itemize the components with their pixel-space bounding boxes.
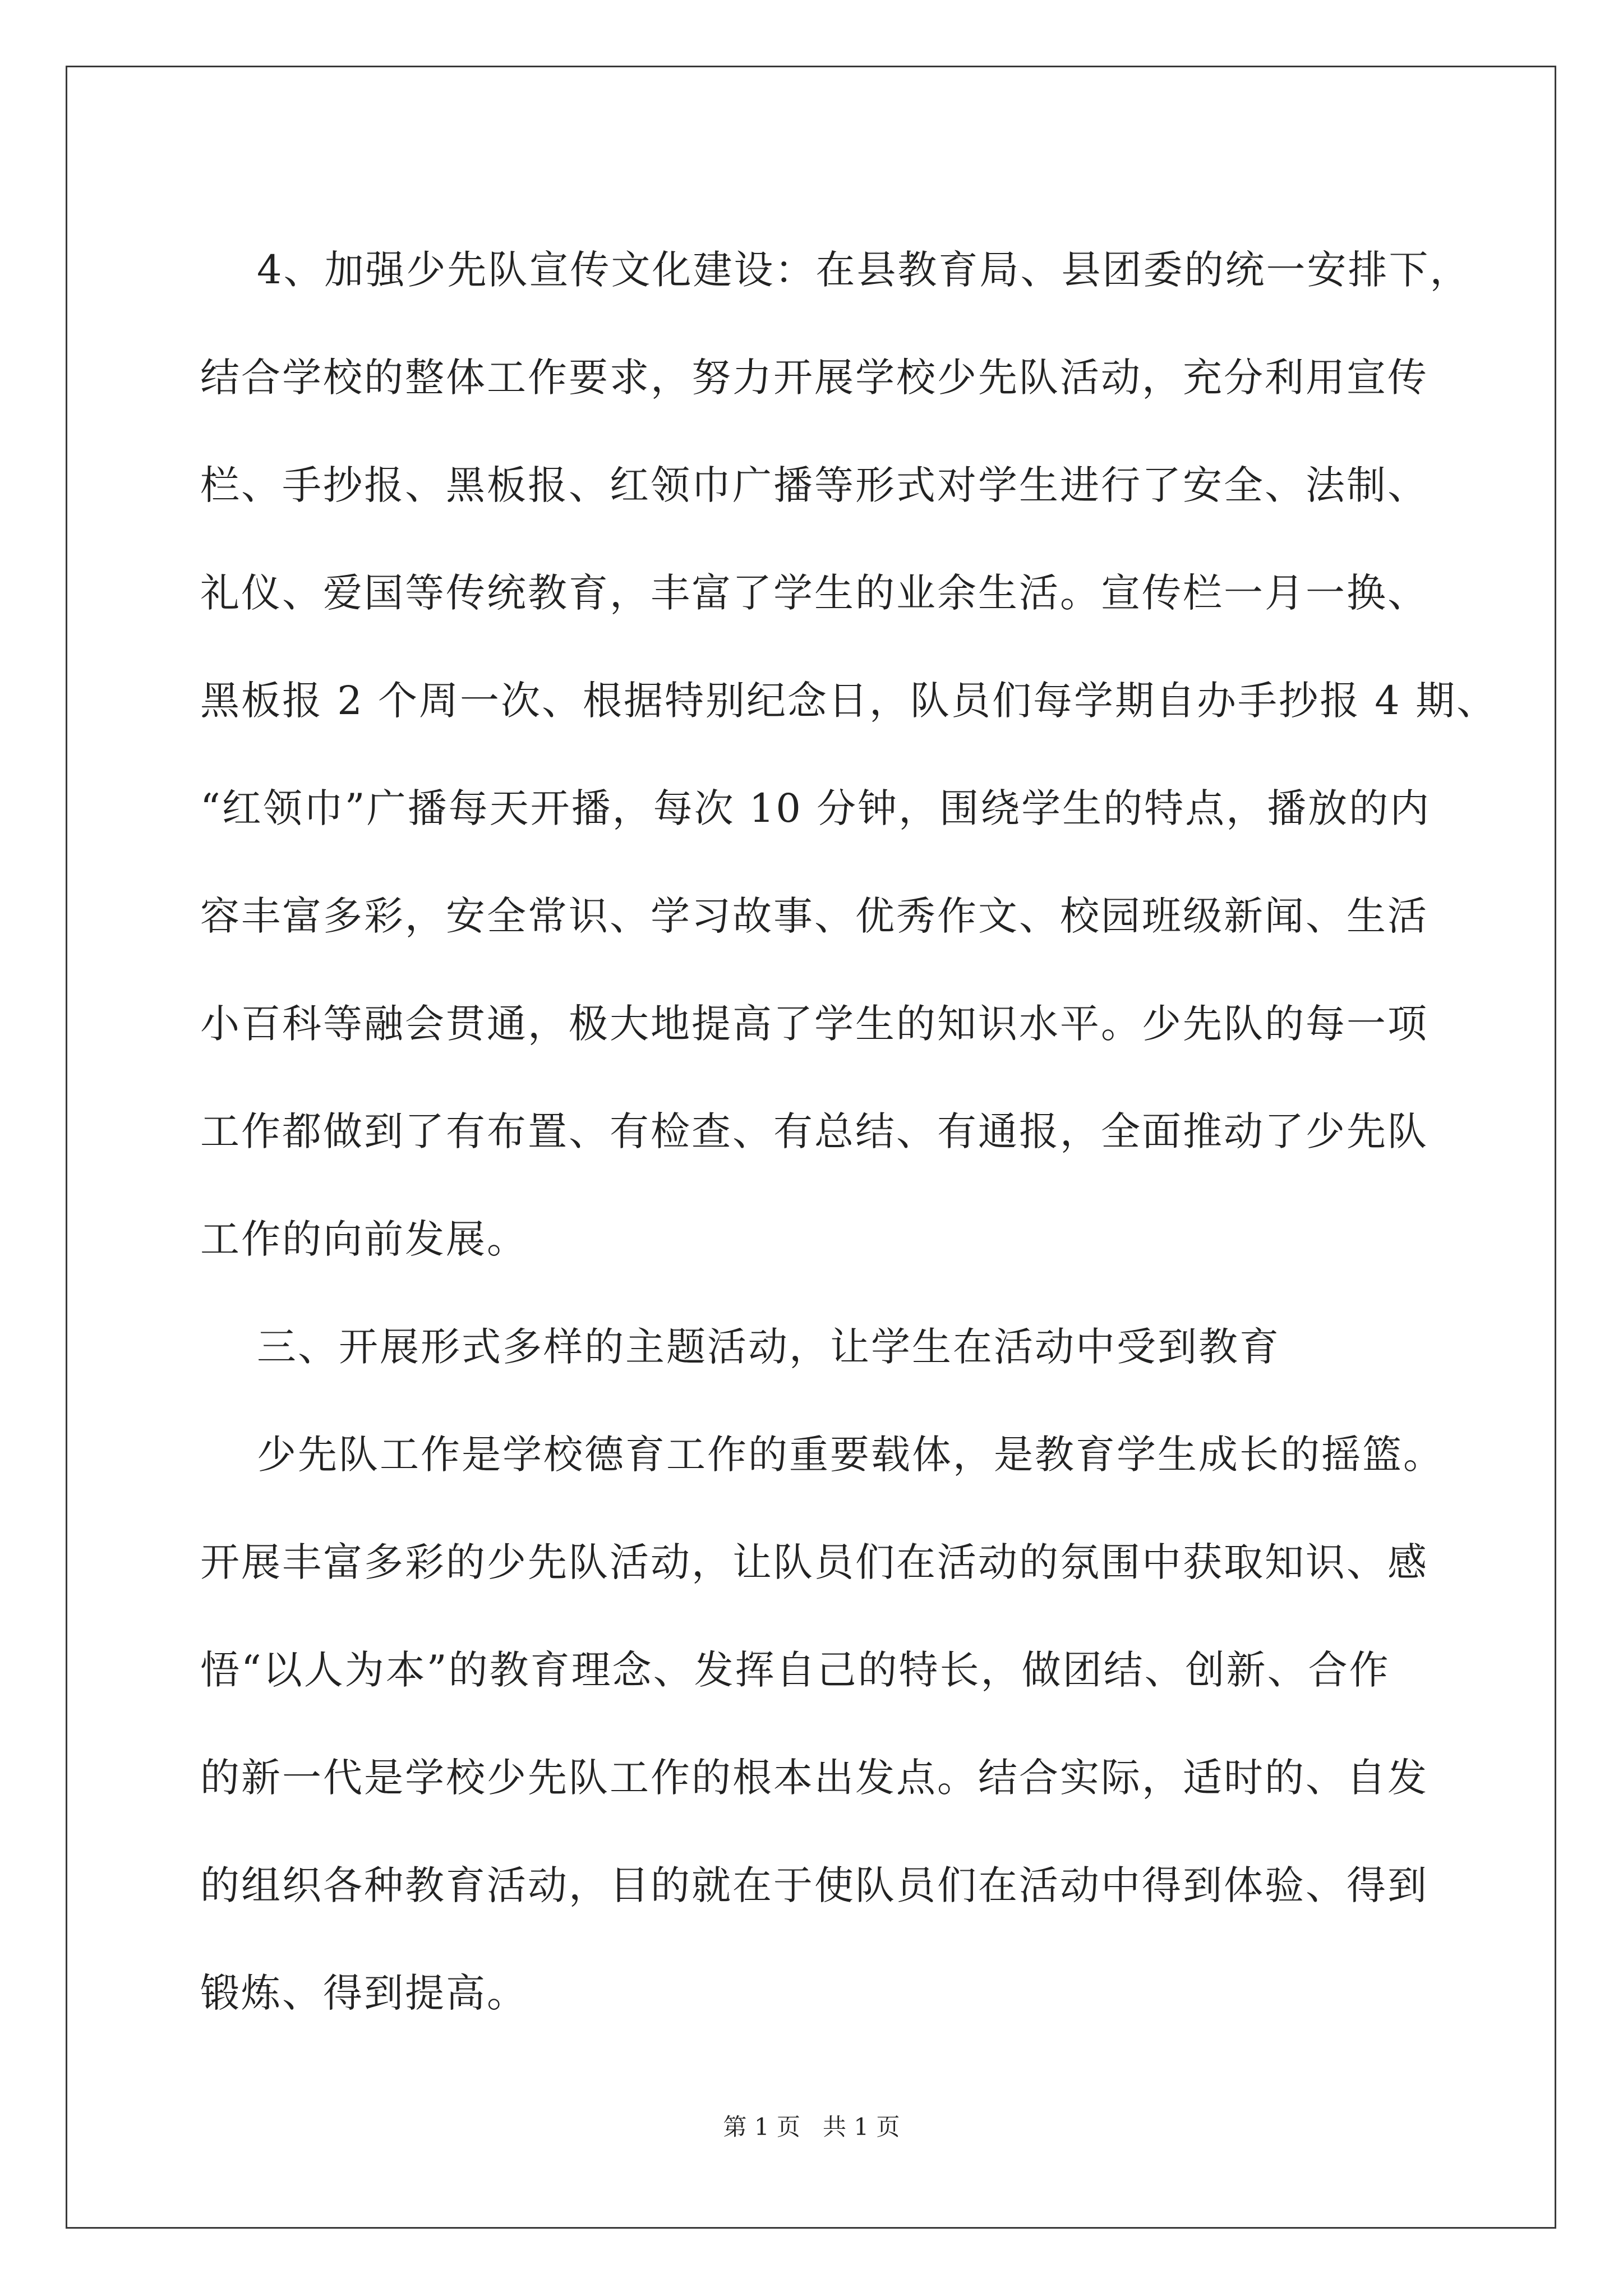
text-line: 工作的向前发展。 [200, 1216, 528, 1262]
page-number-footer: 第 1 页 共 1 页 [723, 2113, 900, 2141]
text-line: 容丰富多彩，安全常识、学习故事、优秀作文、校园班级新闻、生活 [200, 893, 1428, 939]
text-line: 小百科等融会贯通，极大地提高了学生的知识水平。少先队的每一项 [200, 1001, 1428, 1047]
document-body [200, 216, 1498, 2047]
text-line: “红领巾”广播每天开播，每次 10 分钟，围绕学生的特点，播放的内 [200, 785, 1431, 831]
text-line: 悟“以人为本”的教育理念、发挥自己的特长，做团结、创新、合作 [200, 1647, 1390, 1693]
text-line: 工作都做到了有布置、有检查、有总结、有通报，全面推动了少先队 [200, 1108, 1428, 1154]
text-line: 礼仪、爱国等传统教育，丰富了学生的业余生活。宣传栏一月一换、 [200, 570, 1428, 616]
text-line: 的组织各种教育活动，目的就在于使队员们在活动中得到体验、得到 [200, 1862, 1428, 1908]
text-line: 黑板报 2 个周一次、根据特别纪念日，队员们每学期自办手抄报 4 期、 [200, 678, 1498, 724]
text-line: 的新一代是学校少先队工作的根本出发点。结合实际，适时的、自发 [200, 1755, 1428, 1801]
section-heading: 三、开展形式多样的主题活动，让学生在活动中受到教育 [200, 1324, 1281, 1370]
text-line: 少先队工作是学校德育工作的重要载体，是教育学生成长的摇篮。 [200, 1432, 1445, 1478]
text-line: 结合学校的整体工作要求，努力开展学校少先队活动，充分利用宣传 [200, 355, 1428, 401]
text-line: 开展丰富多彩的少先队活动，让队员们在活动的氛围中获取知识、感 [200, 1539, 1428, 1585]
text-line: 栏、手抄报、黑板报、红领巾广播等形式对学生进行了安全、法制、 [200, 462, 1428, 508]
text-line: 4、加强少先队宣传文化建设：在县教育局、县团委的统一安排下， [200, 247, 1471, 293]
text-line: 锻炼、得到提高。 [200, 1970, 528, 2016]
